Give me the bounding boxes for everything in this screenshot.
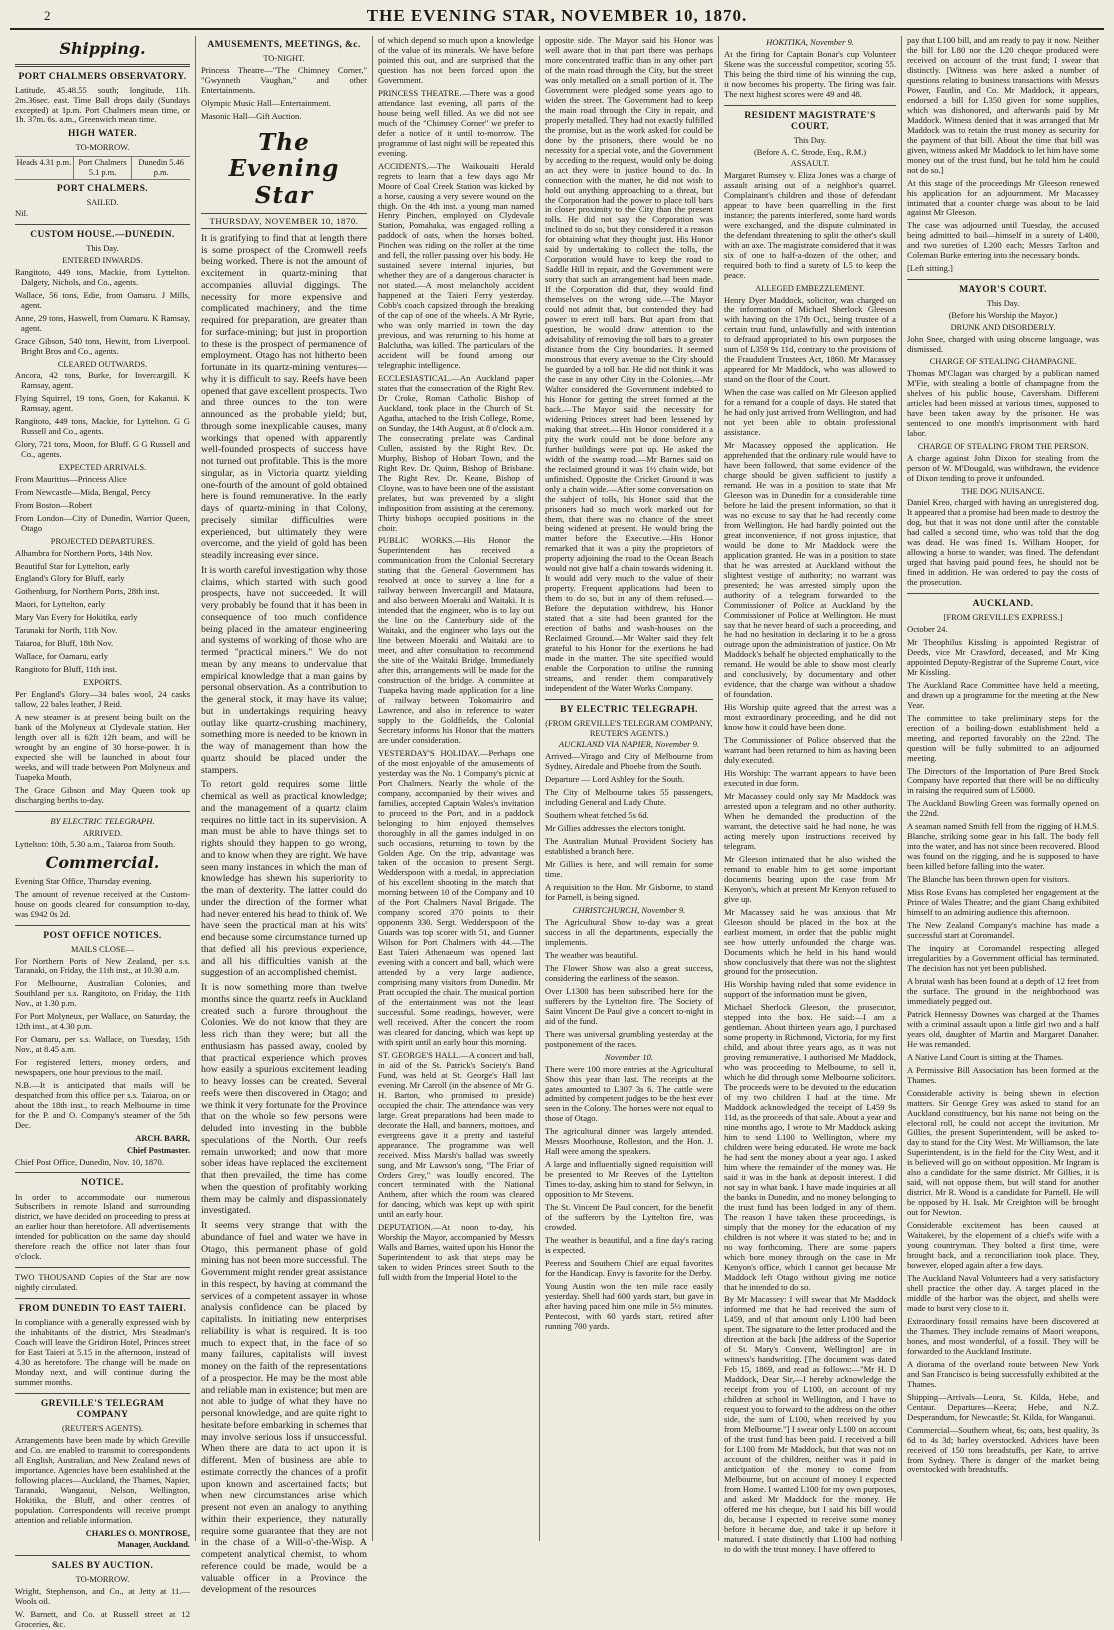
divider [545,699,713,700]
column-6 [902,36,1104,1541]
projected-item: Taranaki for North, 11th Nov. [15,625,118,636]
telegram-item: The City of Melbourne takes 55 passengers, including General and Lady Chute. [545,787,713,808]
tide-dunedin: Dunedin 5.46 p.m. [138,158,184,177]
auckland-heading: AUCKLAND. [972,599,1034,610]
auckland-item: The Auckland Race Committee have held a meeting, and drawn up a programme for the meeting at the New Year. [907,679,1099,710]
embezzlement-paragraph: The Commissioner of Police observed that the warrant had been returned to him as having been duly executed. [724,735,896,766]
embezzlement-paragraph: By Mr Macassey: I will swear that Mr Maddock informed me that he had received the sum of L459, and of that amount only L100 had been spent. The signature to the letter produced and the direction at the back [the address of the Superior of St. Mary's Convent, Wellington] are in witness's handwriting. [The document was dated Feb 15, 1869, and read as follows:—"Mr H. D Maddock, Dear Sir,—I hereby acknowledge the receipt from you of L100, on account of my children at school in Wellington, and I have to request you to forward to the address on the other side, the sum of L100, when received by you from Melbourne."] I swear only L100 on account of the trust fund has been paid. I received a bill for L100 from Mr Maddock, but that was not on account of the children, neither was it paid in anticipation of the money to come from Melbourne, but on account of money I expected from Home. I wanted L100 for my own purposes, and asked Mr Maddock for the money. He offered me his cheque, but I said his bill would do, because I expected to receive some money before it became due, and take it up before it matured. I state distinctly that L100 had nothing to do with the trust money. I have offered to [724,1294,896,1554]
greville-signature-title: Manager, Auckland. [117,1540,190,1550]
post-office-item: For Oamaru, per s.s. Wallace, on Tuesday, 15th Nov., at 8.45 a.m. [15,1034,190,1055]
taieri-heading: FROM DUNEDIN TO EAST TAIERI. [18,1304,187,1315]
steamer-text: A new steamer is at present being built on the bank of the Molyneux at Clydevale station. Her length over all is 62ft 12ft beam, and will be wrought by an engine of 30 horse-power. It is expected she will be launched in about four weeks, and will trade between Port Molyneux and Tuapeka Mouth. [15,711,190,782]
dog-heading: THE DOG NUISANCE. [961,486,1045,496]
embezzlement-paragraph: Mr Macassey said he was anxious that Mr Gleeson should be placed in the box at the earliest moment, in order that the public might see how utterly unfounded the charge was. Documents which he held in his hand would show conclusively that there was not the slightest ground for the prosecution. [724,906,896,977]
entered-item: Wallace, 56 tons, Edie, from Oamaru. J Mills, agent. [15,289,190,310]
news-paragraph: ST. GEORGE'S HALL.—A concert and ball, in aid of the St. Patrick's Society's Band Fund, was held at St. George's Hall last evening. Mr Carroll (in the absence of Mr G. H. Barton, who promised to preside) occupied the chair. The attendance was very large. Great preparations had been made to decorate the Hall, and banners, mottoes, and evergreens gave it a pretty and tasteful appearance. The programme was well received. Miss Marsh's ballad was sweetly sung, and Mr Lawson's song, "The Friar of Orders Grey," was loudly encored. The concert terminated with the National Anthem, after which the room was cleared for dancing, which was kept up with spirit until an early hour. [378,1049,534,1220]
embezzlement-paragraph: His Worship quite agreed that the arrest was a most extraordinary proceeding, and he did not know how it could have been done. [724,702,896,733]
post-office-place: Chief Post Office, Dunedin, Nov. 10, 1870. [15,1156,164,1167]
telegram-item: Arrived—Virago and City of Melbourne from Sydney, Airedale and Phoebe from the South. [545,751,713,772]
embezzlement-paragraph: When the case was called on Mr Gleeson applied for a remand for a couple of days. He stated that he had only just arrived from Wellington, and had not yet been able to obtain professional assistance. [724,387,896,438]
page-number: 2 [44,8,51,23]
telegram-item: Southern wheat fetched 5s 6d. [545,810,649,821]
auckland-item: The Blanche has been thrown open for visitors. [907,874,1070,885]
greville-signature: CHARLES O. MONTROSE, [85,1528,190,1538]
assault-text: Margaret Rumsey v. Eliza Jones was a charge of assault arising out of a neighbor's quarrel. Complainant's children and those of defendant appear to have been quarrelling in the first instance; the parents interfered, some hard words were exchanged, and the dispute culminated in the defendant threatening to split the other's skull with an axe. The magistrate considered that it was six of one to half-a-dozen of the other, and required both to find a surety of L5 to keep the peace. [724,170,896,280]
post-office-item: For Melbourne, Australian Colonies, and Southland per s.s. Rangitoto, on Friday, the 11th Nov., at 1.30 p.m. [15,978,190,1009]
auckland-sub: [FROM GREVILLE'S EXPRESS.] [943,613,1063,623]
embezzlement-paragraph: Mr Gleeson intimated that he also wished the remand to enable him to get some important documents bearing upon the case from Mr Kenyon's, which at present Mr Kenyon refused to give up. [724,853,896,904]
customs-sub: This Day. [86,244,119,254]
customs-heading: CUSTOM HOUSE.—DUNEDIN. [30,230,175,241]
expected-item: From Newcastle—Mida, Bengal, Percy [15,486,151,497]
lead-paragraph: It seems very strange that with the abundance of fuel and water we have in Otago, this permanent phase of gold mining has not been more successful. The Government might render great assistance in this respect, by having at command the services of a competent assayer in whose analysis confidence can be placed by capitalists. In initiating new enterprises reliability is what is required. It is too much to expect that, in the face of so many failures, capitalists will invest money on the faith of the representations of a prospector. He may be the most able and reliable man in existence; but men are not able to judge of what they have no personal knowledge, and are quite right to hesitate before embarking in schemes that may involve serious loss if unsuccessful. When there are data to act upon it is different. Men of business are able to estimate correctly the chances of a profit upon known and ascertained facts; but when new circumstances arise which present not even an analogy to anything within their experience, they naturally require some guarantee that they are not in the chase of a Will-o'-the-Wisp. A competent analytical chemist, to whom reference could be made, would be a valuable officer in a Province the development of the resources [201,1220,367,1596]
auckland-item: The committee to take preliminary steps for the erection of a boiling-down establishment held a meeting, and reported favorably on the 22nd. The question will be fully submitted to an adjourned meeting. [907,712,1099,763]
auckland-dateline: AUCKLAND VIA NAPIER, November 9. [558,739,700,750]
auckland-item: The New Zealand Company's machine has made a successful start at Coromandel. [907,920,1099,941]
column-4 [540,36,719,1541]
post-office-sub: MAILS CLOSE— [70,944,135,954]
divider [15,1298,190,1299]
mayors-court-heading: MAYOR'S COURT. [959,285,1047,296]
court-continuation: The case was adjourned until Tuesday, the accused being admitted to bail—himself in a surety of L400, and two sureties of L200 each; Messrs Tarlton and Coleman Burke entering into the necessary bonds. [907,220,1099,261]
expected-item: From Mauritius—Princess Alice [15,473,127,484]
auckland-item: Shipping—Arrivals—Leora, St. Kilda, Hebe, and Centaur. Departures—Keera; Hebe, and N.Z. Desperandum, for Newcastle; St. Kilda, for Wanganui. [907,1391,1099,1422]
greville-heading: GREVILLE'S TELEGRAM COMPANY [40,1399,165,1421]
auckland-item: A Permissive Bill Association has been formed at the Thames. [907,1064,1099,1085]
amusement-item: Princess Theatre—"The Chimney Corner," "Gwynneth Vaughan," and other Entertainments. [201,64,367,95]
column-1 [10,36,196,1629]
auckland-item: A seaman named Smith fell from the rigging of H.M.S. Blanche, striking some gear in his fall. The body fell into the water, and has not since been recovered. Blood was found on the rigging, and he is supposed to have been killed before falling into the water. [907,821,1099,872]
embezzlement-paragraph: His Worship having ruled that some evidence in support of the information must be given, [724,979,896,1000]
telegram-item: The Agricultural Show to-day was a great success in all the departments, especially the implements. [545,916,713,947]
divider [907,593,1099,594]
projected-item: Alhambra for Northern Ports, 14th Nov. [15,547,153,558]
telegram-item: There were 100 more entries at the Agricultural Show this year than last. The receipts at the gates amounted to L307 3s 6. The cattle were admitted by competent judges to be the best ever seen in the Colony. The horses were not equal to those of Otago. [545,1063,714,1124]
post-office-heading: POST OFFICE NOTICES. [43,930,162,941]
court-continuation: pay that L100 bill, and am ready to pay it now. Neither the bill for L80 nor the L20 cheque produced were received on account of the trust fund; I swear that distinctly. [Witness was here asked a number of questions relating to business transactions with Messrs Power, Fautlin, and Co. Mr Maddock, it appears, endorsed a bill for L350 given for some supplies, which was dishonored, and afterwards paid by Mr Maddock. Witness denied that it was arranged that Mr Maddock was to retain the trust money as security for the payment of that bill. About the time that bill was given, witness asked Mr Maddock to let him have some money out of the trust fund, but he told him he could not do so.] [907,35,1099,175]
notice-heading: NOTICE. [81,1178,124,1189]
sales-sub: TO-MORROW. [75,1575,130,1585]
sales-item: Wright, Stephenson, and Co., at Jetty at 11.—Wools oil. [15,1585,190,1606]
telegram-item: Mr Gillies is here, and will remain for some time. [545,859,713,880]
christchurch-dateline: CHRISTCHURCH, November 9. [572,905,686,916]
telegraph-text: Lyttelton: 10th, 5.30 a.m., Taiaroa from South. [15,839,176,850]
drunk-heading: DRUNK AND DISORDERLY. [950,322,1056,332]
cleared-item: Flying Squirrel, 19 tons, Goen, for Kakanui. K Ramsay, agent. [15,393,190,414]
entered-heading: ENTERED INWARDS. [62,256,143,266]
hokitika-text: At the firing for Captain Bonar's cup Volunteer Skene was the successful competitor, scoring 55. This being the third time of his winning the cup, it now becomes his property. The firing was fair. The next highest scores were 49 and 48. [724,48,896,99]
masthead [10,6,1104,30]
auckland-item: A diorama of the overland route between New York and San Francisco is being successfully exhibited at the Thames. [907,1358,1099,1389]
auckland-item: Patrick Hennessy Downes was charged at the Thames with a criminal assault upon a little girl two and a half years old, daughter of Martin and Margaret Danaher. He was remanded. [907,1008,1099,1049]
expected-heading: EXPECTED ARRIVALS. [58,463,147,473]
post-office-item: For Northern Ports of New Zealand, per s.s. Taranaki, on Friday, the 11th inst., at 10.30 a.m. [15,955,190,976]
divider [724,105,896,106]
embezzlement-paragraph: Henry Dyer Maddock, solicitor, was charged on the information of Michael Sherlock Gleeson with having on the 17th Oct., being trustee of a certain trust fund, unlawfully and with intention to defraud appropriated to his own purposes the sum of L359 9s 11d, contrary to the provisions of the Fraudulent Trustees Act, 1860. Mr Macassey appeared for Mr Maddock, who was allowed to stand on the floor of the Court. [724,294,896,385]
embezzlement-paragraph: Mr Macassey opposed the application. He apprehended that the ordinary rule would have to have been followed, that some evidence of the charge should be given sufficient to justify a remand. He was in a position to state that Mr Gleeson was in Dunedin for a considerable time before he laid the present information, so that it was no excuse to say that he had recently come from Wellington. He had hardly pointed out the great inconvenience, if not gross injustice, that would be done to Mr Maddock were the application granted. He was in a position to state that he was arrested at Auckland without the slightest vestige of authority; no warrant was presented; he was arrested simply upon the authority of a telegram forwarded to the Commissioner of Police at Auckland by the Commissioner of Police at Wellington. He must say that he never heard of such a proceeding, and he had no hesitation in declaring it to be a gross outrage upon the administration of justice. On Mr Maddock's behalf he objected emphatically to the remand. He would be able to show most clearly and conclusively, by documentary and other evidence, that the charge was without a shadow of foundation. [724,440,896,700]
port-sub: SAILED. [86,197,119,207]
court-heading: RESIDENT MAGISTRATE'S COURT. [744,110,876,132]
auckland-item: Considerable excitement has been caused at Waitakerei, by the elopement of a chief's wife with a young countryman. They bolted a first time, were brought back, and a reconciliation took place. They, however, eloped again after a few days. [907,1220,1099,1271]
news-paragraph: YESTERDAY'S HOLIDAY.—Perhaps one of the most enjoyable of the amusements of yesterday was the No. 1 Company's picnic at Port Chalmers. Nearly the whole of the company, accompanied by their wives and families, accepted Captain Wales's invitation to proceed to the Port, and in a paddock belonging to him enjoyed themselves thoroughly in all the games indulged in on such occasions, returning to town by the Golden Age. On the trip, advantage was taken of the occasion to present Sergt. Wedderspoon with a medal, in appreciation of his excellent shooting in the match that morning between 10 of the Company and 10 of the Port Chalmers Naval Brigade. The company scored 370 points to their opponents 330. Sergt. Wedderspoon of the Guards was top scorer with 51, and Gunner Wilson for Port Chalmers with 44.—The East Taieri Athenaeum was opened last evening with a concert and ball, which were attended by a very large audience, comprising many visitors from Dunedin. Mr Pratt occupied the chair. The musical portion of the entertainment was not the least successful. Some readings, however, were well received. After the concert the room was cleared for dancing, which was kept up with spirit until an early hour this morning. [378,747,534,1047]
news-paragraph: PRINCESS THEATRE.—There was a good attendance last evening, all parts of the house being well filled. As we did not see much of the "Chimney Corner" we prefer to defer a notice of it until to-morrow. The programme of last night will be repeated this evening. [378,87,534,158]
projected-item: Beautiful Star for Lyttelton, early [15,560,130,571]
telegram-item: The St. Vincent De Paul concert, for the benefit of the sufferers by the Lyttelton fire, was crowded. [545,1202,713,1233]
dateline: THURSDAY, NOVEMBER 10, 1870. [201,213,367,229]
exports-heading: EXPORTS. [83,678,122,688]
embezzlement-heading: ALLEGED EMBEZZLEMENT. [755,283,865,293]
auckland-item: Miss Rose Evans has completed her engagement at the Prince of Wales Theatre; and the giant Chang exhibited himself to an admiring audience this afternoon. [907,887,1099,918]
high-water-sub: TO-MORROW. [75,143,130,153]
newspaper-title: The Evening Star [228,128,340,209]
sales-item: W. Barnett, and Co. at Russell street at 12 Groceries, &c. [15,1608,190,1629]
deputation-continuation: opposite side. The Mayor said his Honor was well aware that in that part there was perhaps more concentrated traffic than in any other part of the main road through the City, but the street was only metalled on a small portion of it. The Government were pledged some years ago to widen the street. The Government had to keep the main road through the City in repair, and properly metalled. They had not exactly fulfilled the promise, but as the work asked for could be done by the prisoners, there would be no necessity for a special vote, and the Government by acceding to the request, would only be doing an act they were in justice bound to do. In connection with the matter, he did not wish to hold out anything approaching to a threat, but the Corporation had the power to place toll bars in closer proximity to the City than the present tolls. He did not say the Corporation was inclined to do so, but they considered it a reason for obtaining what they thought just. His Honor said by undertaking to collect the tolls, the Corporation would have to keep the road to Saddle Hill in repair, and the Government were sorry that such an arrangement had been made. If the Corporation did that, they would find themselves on the wrong side.—The Mayor could not admit that, but contended they had power to erect toll bars. But apart from that question, he would draw attention to the advisability of removing the toll bars to a greater distance from the City boundaries. It seemed monstrous that every avenue to the City should be guarded by a toll bar. He did not think it was the case in any other City in the Colonies.—Mr Walter considered the Government indebted to his Honor for getting the street formed at the back.—The Mayor said the necessity for widening Princes street had been lessened by making that street.—His Honor considered it a pity the work could not be done before any further buildings were put up. He asked the width of the swamp road.—Mr Barnes said on the reclaimed ground it was 1½ chain wide, but unfinished. Opposite the Cricket Ground it was only a chain wide.—After some conversation on the subject of tolls, his Honor said that the prisoners had so much work marked out for them, that there was no chance of the street being widened at present. He would bring the matter before the Executive.—His Honor remarked that it was a pity the proprietors of property adjoining the road to the Ocean Beach would not give half a chain towards widening it. It would add very much to the value of their property. Frequent applications had been to them to do so, but in any of them refused.—Before the deputation withdrew, his Honor stated that a site had been granted for the erection of baths and wash-houses on the Reclaimed Ground.—Mr Walter said they felt grateful to his Honor for the exertions he had made in the matter. The site specified would enable the Corporation to utilise the running streams, and render them comparatively independent of the Water Works Company. [545,35,714,693]
telegram-item: A large and influentially signed requisition will be presented to Mr Reeves of the Lyttelton Times to-day, asking him to stand for Selwyn, in opposition to Mr Stevens. [545,1159,713,1200]
champagne-text: Thomas M'Clagan was charged by a publican named M'Fie, with stealing a bottle of champagne from the shelves of his public house, Caversham. Different articles had been missed at various times, supposed to have been taken away by the prisoner. He was sentenced to one month's imprisonment with hard labor. [907,368,1099,439]
news-paragraph: ACCIDENTS.—The Waikouaiti Herald regrets to learn that a few days ago Mr Moore of Coal Creek Station was kicked by a horse, causing a very severe wound on the thigh. On the 4th inst. a young man named Henry Pinchen, employed on Clydevale Station, Pomahaka, was engaged rolling a paddock of oats, when the horses bolted. Pinchen was riding on the roller at the time and fell, the roller passing over his body. He sustained severe internal injuries, but whether they are of a dangerous character is not stated.—A most melancholy accident happened at the Taieri Ferry yesterday. Cobb's coach capsized through the breaking of the cap of one of the wheels. A Mr Ryrie, who was only married in town the day previous, and was returning to his home at Balclutha, was killed. The particulars of the accident will be found among our telegraphic intelligence. [378,160,534,370]
lead-paragraph: It is now something more than twelve months since the quartz reefs in Auckland created such a furore throughout the Colonies. We do not know that they are less rich than they were; but all the enthusiasm has passed away, cooled by that practical experience which proves how easily a spurious excitement leading to heavy losses can be created. Several reefs were then discovered in Otago; and we think it very fortunate for the Province that on the whole so few persons were deluded into investing in the bubble speculations of the North. Our reefs remain unworked; and now that more sober ideas have replaced the excitement that then prevailed, the time has come when the question of profitably working them may be calmly and dispassionately investigated. [201,982,367,1217]
auckland-item: Considerable activity is being shewn in election matters. Sir George Grey was asked to stand for an Auckland constituency, but his name not being on the electoral roll, he could not accept the invitation. Mr Gillies, the present Superintendent, will be asked to-day to stand for the City West. Mr Williamson, the late Superintendent, is in the field for the City West, and it is believed will go on without opposition. Mr Ingram is also a candidate for the same district. Mr Gillies, it is said, will not oppose them, but will stand for another district. Mr R. Wood is a candidate for Parnell. He will be opposed by H. Isak. Mr Creighton will be brought out for Newton. [907,1087,1099,1218]
person-heading: CHARGE OF STEALING FROM THE PERSON. [917,442,1089,452]
telegram-item: Young Austin won the ten mile race easily yesterday. Shell had 600 yards start, but gave in after having paced him one mile in 5½ minutes. Pentecost, with 60 yards start, retired after running 700 yards. [545,1280,713,1331]
telegram-item: The weather is beautiful, and a fine day's racing is expected. [545,1235,713,1256]
november-10-dateline: November 10. [604,1051,654,1062]
auckland-item: Commercial—Southern wheat, 6s; oats, best quality, 3s 6d to 4s 3d; barley overstocked. Advices have been received of 150 tons breadstuffs, per Kate, to arrive from Sydney. There is danger of the market being overstocked with breadstuffs. [907,1424,1099,1475]
telegram-item: Mr Gillies addresses the electors tonight. [545,823,686,834]
column-5 [719,36,902,1554]
telegram-item: The Australian Mutual Provident Society has established a branch here. [545,836,713,857]
auckland-item: A brutal wash has been found at a depth of 12 feet from the surface. The ground in the neighborhood was immediately pegged out. [907,975,1099,1006]
expected-item: From London—City of Dunedin, Warrior Queen, Otago [15,512,190,533]
telegraph-sub: (FROM GREVILLE'S TELEGRAM COMPANY, REUTER'S AGENTS.) [545,718,713,738]
telegraph-heading: BY ELECTRIC TELEGRAPH. [50,815,155,826]
champagne-heading: CHARGE OF STEALING CHAMPAGNE. [929,357,1077,367]
auckland-item: The inquiry at Coromandel respecting alleged irregularities by a Government official has terminated. The decision has not yet been published. [907,943,1099,973]
divider [907,279,1099,280]
projected-item: Rangitoto for Bluff, 11th inst. [15,664,118,675]
tide-table [15,156,190,180]
cleared-item: Rangitoto, 449 tons, Mackie, for Lyttelton. G G Russell and Co., agents. [15,416,190,437]
embezzlement-paragraph: Mr Macassey could only say Mr Maddock was arrested upon a telegram and no other authority. When he demanded the production of the warrant, the detective said he had none, he was acting merely upon instructions received by telegram. [724,791,896,851]
amusement-item: Masonic Hall—Gift Auction. [201,110,302,121]
cleared-item: Glory, 721 tons, Moon, for Bluff. G G Russell and Co., agents. [15,439,190,460]
projected-heading: PROJECTED DEPARTURES. [50,536,155,546]
telegram-item: Departure — Lord Ashley for the South. [545,774,685,785]
embezzlement-paragraph: Michael Sherlock Gleeson, the prosecutor, stepped into the box. He said:—I am a gentleman. About thirteen years ago, I purchased some property in Richmond, Victoria, for my first child, and about three years ago, as it was not proving remunerative, I authorised Mr Maddock, who was proceeding to Melbourne, to sell it, which he did through some Melbourne solicitors. The proceeds were to be devoted to the education of my two children I had at the time. Mr Maddock acknowledged the receipt of L459 9s 11d, as the proceeds of that sale. About a year and nine months ago, I wrote to Mr Maddock asking him to send L100 to Wellington, where my children were being educated. He wrote me back he had sent the money about a year ago. I asked him where the remainder of the money was. He said it was in the bank at deposit interest. I did not say in what bank. I have made inquiries at all the banks in Dunedin, and no money belonging to the trust fund has been lodged in any of them. The reason I have taken these proceedings, is simply that the money for the education of my children is not where it was stated to be; and in no way forthcoming. There are some papers which bore money through on the case in Mr Kenyon's office, which I cannot get because Mr Maddock left Otago without giving me notice that he intended to do so. [724,1002,896,1292]
court-continuation: At this stage of the proceedings Mr Gleeson renewed his application for an adjournment. Mr Macassey intimated that a counter charge was about to be laid against Mr Gleeson. [907,177,1099,218]
auckland-date: October 24. [907,623,948,634]
entered-item: Grace Gibson, 540 tons, Hewitt, from Liverpool. Bright Bros and Co., agents. [15,335,190,356]
projected-item: Maori, for Lyttelton, early [15,599,105,610]
dog-text: Daniel Kreo, charged with having an unregistered dog. It appeared that a promise had been made to destroy the dog, but that it was not done until after the constable had called a second time, who was told that the dog was dead. He was fined 1s. William Hooper, for allowing a horse to wander, was fined. The defendant urged that having paid pound fees, he should not be fined in addition. He was ordered to pay the costs of the prosecution. [907,497,1099,588]
court-before: (Before A. C. Strode, Esq., R.M.) [753,147,867,157]
projected-item: Mary Van Every for Hokitika, early [15,612,138,623]
embezzlement-paragraph: His Worship: The warrant appears to have been executed in due form. [724,768,896,789]
post-office-item: For Port Molyneux, per Wallace, on Saturday, the 12th inst., at 4.30 p.m. [15,1011,190,1032]
taieri-text: In compliance with a generally expressed wish by the inhabitants of the district, Mrs Steadman's Coach will leave the Gridiron Hotel, Princes street for East Taieri at 5.15 in the afternoon, instead of 4.30 as heretofore. The change will be made on Monday next, and will continue during the summer months. [15,1317,190,1388]
divider [15,64,190,67]
amusements-heading: AMUSEMENTS, MEETINGS, &c. [207,40,361,50]
copies-text: TWO THOUSAND Copies of the Star are now nightly circulated. [15,1272,190,1293]
person-text: A charge against John Dixon for stealing from the person of W. M'Dougald, was withdrawn, the evidence of Dixon tending to prove it unfounded. [907,452,1099,483]
sales-heading: SALES BY AUCTION. [51,1561,154,1572]
port-heading: PORT CHALMERS. [56,183,149,194]
divider [15,925,190,926]
projected-item: England's Glory for Bluff, early [15,573,125,584]
news-paragraph: DEPUTATION.—At noon to-day, his Worship the Mayor, accompanied by Messrs Walls and Barnes, waited upon his Honor the Superintendent to ask that steps may be taken to widen Princes street South to the full width from the Imperial Hotel to the [378,1222,534,1283]
port-nil: Nil. [15,208,29,219]
auckland-item: A Native Land Court is sitting at the Thames. [907,1051,1064,1062]
observatory-heading: PORT CHALMERS OBSERVATORY. [18,71,187,82]
post-office-item: For registered letters, money orders, and newspapers, one hour previous to the mail. [15,1057,190,1078]
column-3 [373,36,540,1541]
commercial-heading: Commercial. [45,853,160,873]
columns [10,35,1104,1629]
expected-item: From Boston—Robert [15,499,93,510]
post-office-signature: ARCH. BARR, [135,1134,190,1144]
mayors-court-sub: This Day. [986,299,1020,309]
auckland-item: The Auckland Bowling Green was formally opened on the 22nd. [907,798,1099,819]
column-2 [196,36,373,1596]
telegram-item: A requisition to the Hon. Mr Gisborne, to stand for Parnell, is being signed. [545,882,713,903]
commercial-office: Evening Star Office, Thursday evening. [15,875,152,886]
divider [15,1555,190,1556]
news-paragraph: PUBLIC WORKS.—His Honor the Superintendent has received a communication from the Colonial Secretary stating that the General Government has resolved at once to survey a line for a railway between Invercargill and Mataura, and also between Moeraki and Waitaki. It is intended that the engineer, who is to lay out the line on the Canterbury side of the Waitaki, and the engineer who lays out the line between Moeraki and Waitaki are to meet, and after consultation to recommend the site of the Waitaki Bridge. Immediately after this, arrangements will be made for the construction of the bridge. A committee at Tuapeka having made application for a line of railway between Tokomairiro and Lawrence, and also in reference to water supply to the Goldfields, the Colonial Secretary informs his Honor that the matters are under consideration. [378,535,534,745]
left-sitting: [Left sitting.] [907,263,953,274]
telegram-item: The weather was beautiful. [545,949,639,960]
hokitika-dateline: HOKITIKA, November 9. [766,37,854,47]
tide-heads: Heads 4.31 p.m. [15,157,74,179]
cleared-heading: CLEARED OUTWARDS. [57,359,148,369]
divider [15,224,190,225]
lead-paragraph: It is gratifying to find that at length there is some prospect of the Cromwell reefs being worked. There is not the amount of excitement in quartz-mining that accompanies alluvial diggings. The necessity for more expensive and complicated machinery, and the time required for preparation, are greater than for surface-mining; but just in proportion to these is the prospect of permanence of employment. Otago has not hitherto been fortunate in its quartz-mining ventures—why it is difficult to say. Reefs have been opened that gave excellent prospects. Two and three ounces to the ton were announced as the probable yield; but, through some inexplicable causes, many workings that opened with apparently well-founded prospects of success have not turned out profitable. This is the more singular, as in Victoria quartz yielding one-fourth of the amount of gold obtained here is found remunerative. In the early days of quartz-mining in that Colony, precisely similar difficulties were experienced, but ultimately they were overcome, and the yield of gold has been steadily increasing ever since. [201,232,367,562]
post-office-item: N.B.—It is anticipated that mails will be despatched from this office per s.s. Taiaroa, on or about the 18th inst., to reach Melbourne in time for the P. and O. Company's steamer of the 5th Dec. [15,1080,190,1131]
shipping-heading: Shipping. [59,39,146,58]
amusement-item: Olympic Music Hall—Entertainment. [201,97,332,108]
leading-article [201,233,367,1596]
tide-port-chalmers: Port Chalmers 5.1 p.m. [74,157,133,179]
projected-item: Gothenburg, for Northern Ports, 28th inst. [15,586,160,597]
commercial-text: The amount of revenue received at the Custom-house on goods cleared for consumption to-day, was £942 0s 2d. [15,888,190,919]
gibson-text: The Grace Gibson and May Queen took up discharging berths to-day. [15,784,190,805]
greville-sub: (REUTER'S AGENTS). [61,1424,144,1434]
lead-paragraph: To retort gold requires some little chemical as well as practical knowledge; and the management of a quartz claim requires no little tact in its supervision. A man must be able to have things set to rights should they happen to go wrong, and to know when they are right. We have seen many instances in which the man of knowledge has shewn his superiority to the man of dexterity. The latter could do under the direction of the former what had never entered his head to think of. We have seen the practical man at his wits' end because some circumstance turned up that defied all his previous experience, and all his difficulties vanish at the suggestion of an accomplished chemist. [201,779,367,979]
news-paragraph: ECCLESIASTICAL.—An Auckland paper states that the consecration of the Right Rev. Dr Croke, Roman Catholic Bishop of Auckland, took place in the Church of St. Agatha, attached to the Irish College, Rome, on Sunday, the 14th August, at 8 o'clock a.m. The consecrating prelate was Cardinal Cullen, assisted by the Right Rev. Dr. Murphy, Bishop of Hobart Town, and the Right Rev. Dr. Quinn, Bishop of Brisbane. The Right Rev. Dr. Keane, Bishop of Cloyne, was to have been one of the assistant prelates, but was prevented by a slight indisposition from assisting at the ceremony. Thirty bishops occupied positions in the choir. [378,372,534,533]
drunk-text: John Snee, charged with using obscene language, was dismissed. [907,333,1099,354]
divider [15,1172,190,1173]
telegram-item: The agricultural dinner was largely attended. Messrs Moorhouse, Rolleston, and the Hon. J. Hall were among the speakers. [545,1126,713,1157]
exports-text: Per England's Glory—34 bales wool, 24 casks tallow, 22 bales leather, J Reid. [15,688,190,709]
projected-item: Taiaroa, for Bluff, 18th Nov. [15,638,114,649]
divider [15,1267,190,1268]
lead-paragraph: It is worth careful investigation why those claims, which started with such good prospects, have not succeeded. It will very probably be found that it has been in consequence of too much confidence being placed in the amateur engineering and systems of working of those who are termed "practical miners." We do not mean by any means to undervalue that empirical knowledge that a man gains by personal observation. As a contribution to the general stock, it may have its value; but in undertakings requiring heavy outlay like quartz-crushing machinery, something more is needed to be known in the way of management than how the quartz should be placed under the stampers. [201,564,367,776]
auckland-item: Extraordinary fossil remains have been discovered at the Thames. They include remains of Maori weapons, bones, and most wonderful, of a fossil. They will be forwarded to the Auckland Institute. [907,1315,1099,1356]
auckland-item: The Directors of the Importation of Pure Bred Stock Company have reported that there will be no difficulty in raising the required sum of L5000. [907,765,1099,796]
entered-item: Anne, 29 tons, Haswell, from Oamaru. K Ramsay, agent. [15,312,190,333]
masthead-title: THE EVENING STAR, NOVEMBER 10, 1870. [366,6,748,25]
divider [15,811,190,812]
telegram-item: There was universal grumbling yesterday at the postponement of the races. [545,1028,713,1049]
telegraph-heading: BY ELECTRIC TELEGRAPH. [560,704,698,715]
auckland-item: The Auckland Naval Volunteers had a very satisfactory shell practice the other day. A target placed in the middle of the harbor was the object, and shells were made to burst very close to it. [907,1273,1099,1313]
lead-continuation: of which depend so much upon a knowledge of the value of its minerals. We have before pointed this out, and are surprised that the question has not been forced upon the Government. [378,35,534,85]
observatory-text: Latitude, 45.48.55 south; longitude, 11h. 2m.36sec. east. Time Ball drops daily (Sundays excepted) at 1p.m. Port Chalmers mean time, or 1h. 37m. 6s. a.m., Greenwich mean time. [15,84,190,125]
high-water-heading: HIGH WATER. [68,129,137,140]
post-office-signature-title: Chief Postmaster. [127,1145,190,1155]
telegram-item: Peeress and Southern Chief are equal favorites for the Handicap. Envy is favorite for the Derby. [545,1258,713,1278]
mayors-court-before: (Before his Worship the Mayor.) [948,311,1058,321]
court-sub: This Day. [793,135,827,145]
assault-heading: ASSAULT. [790,159,830,169]
telegraph-sub: ARRIVED. [82,828,123,838]
cleared-item: Ancora, 42 tons, Burke, for Invercargill. K Ramsay, agent. [15,370,190,391]
divider [15,1393,190,1394]
telegram-item: The Flower Show was also a great success, considering the earliness of the season. [545,962,713,983]
greville-text: Arrangements have been made by which Greville and Co. are enabled to transmit to correspondents all English, Australian, and New Zealand news of importance. Agencies have been established at the following places—Auckland, the Thames, Napier, Taranaki, Wanganui, Nelson, Wellington, Hokitika, the Bluff, and other centres of population. Correspondents will receive prompt attention and reliable information. [15,1434,190,1525]
auckland-item: Mr Theophilus Kissling is appointed Registrar of Deeds, vice Mr Crawford, deceased, and Mr King appointed Deputy-Registrar of the Supreme Court, vice Mr Kissling. [907,636,1099,677]
amusements-sub: TO-NIGHT. [263,54,305,64]
telegram-item: Over L1300 has been subscribed here for the sufferers by the Lyttelton fire. The Society of Saint Vincent De Paul give a concert to-night in aid of the fund. [545,985,713,1026]
notice-text: In order to accommodate our numerous Subscribers in remote Island and surrounding district, we have decided on proceeding to press at an earlier hour than heretofore. All advertisements intended for publication on the same day should therefore reach the office not later than four o'clock. [15,1191,190,1262]
projected-item: Wallace, for Oamaru, early [15,651,109,662]
entered-item: Rangitoto, 449 tons, Mackie, from Lyttelton. Dalgety, Nichols, and Co., agents. [15,266,190,287]
